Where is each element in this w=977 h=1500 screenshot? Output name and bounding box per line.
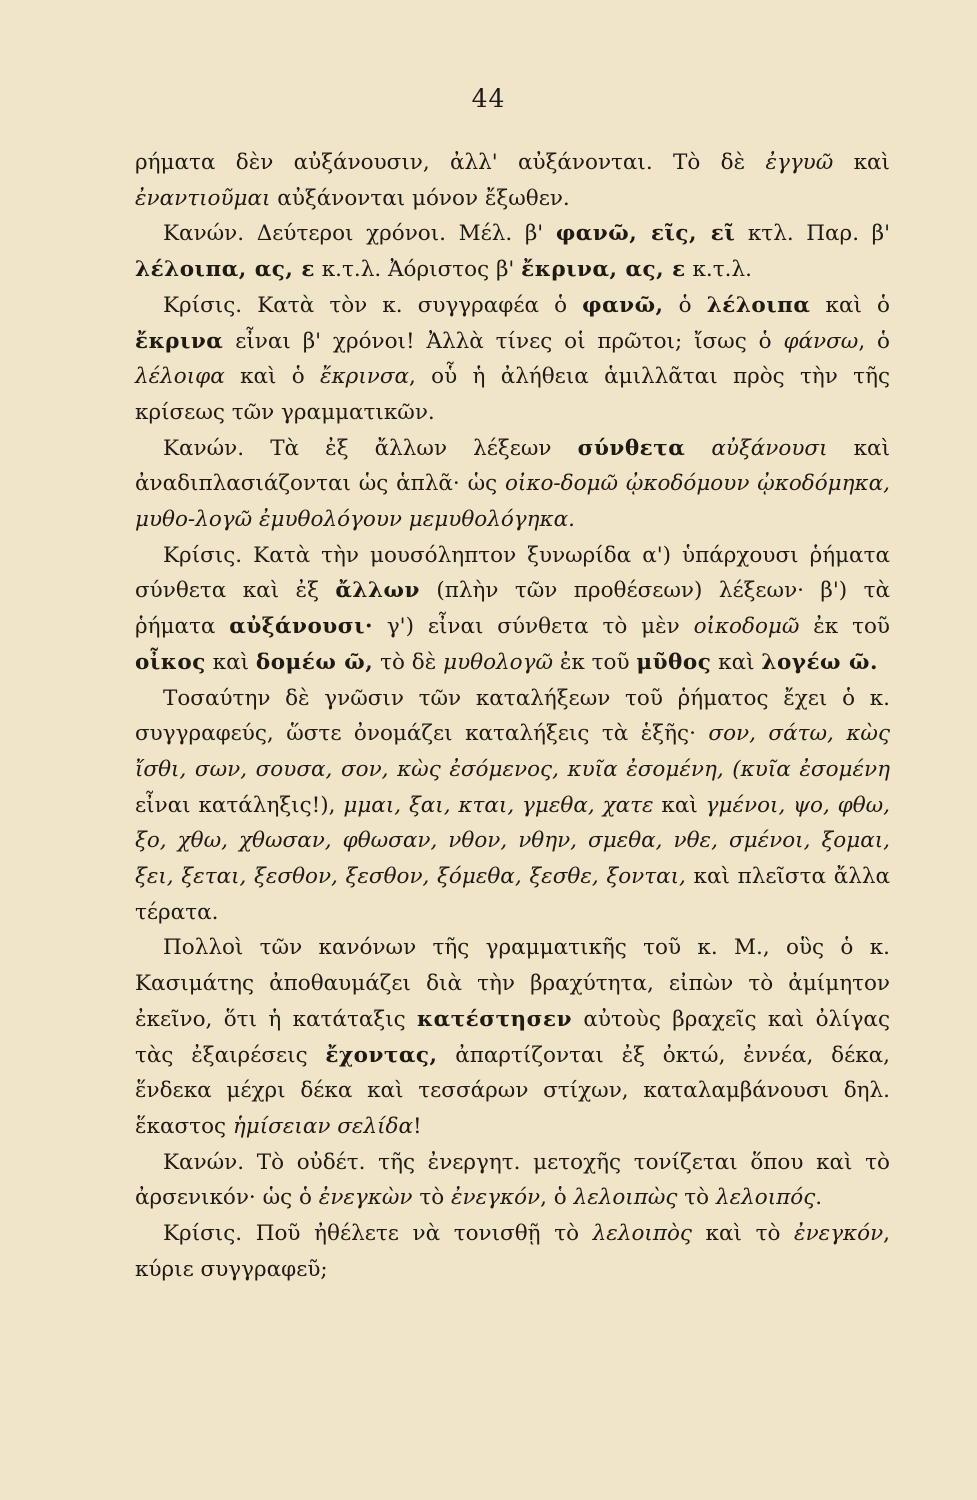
paragraph: [135, 145, 890, 216]
page-number: 44: [471, 84, 506, 113]
bold-text: φανῶ,: [582, 292, 664, 318]
bold-text: σύνθετα: [577, 435, 686, 461]
bold-text: κατέστησεν: [417, 1006, 573, 1032]
paragraph: [135, 681, 890, 931]
paragraph: [135, 1216, 890, 1287]
bold-text: αὐξάνουσι·: [229, 614, 373, 640]
text-run: καὶ ὁ: [810, 292, 890, 318]
paragraph: [135, 216, 890, 287]
text-run: καὶ: [833, 150, 890, 175]
bold-text: ἄλλων: [335, 578, 420, 604]
bold-text: λογέω ῶ.: [761, 649, 878, 675]
bold-text: λέλοιπα, ας, ε: [135, 257, 315, 283]
text-run: καὶ: [205, 649, 256, 675]
text-run: τὸ: [677, 1185, 716, 1211]
text-run: καὶ τὸ: [691, 1221, 795, 1247]
italic-text: λελοιπός: [715, 1185, 816, 1211]
italic-text: λελοιπὸς: [592, 1221, 692, 1247]
italic-text: ἔκρινσα: [320, 364, 410, 390]
italic-text: ἐνεγκὼν: [318, 1185, 413, 1211]
bold-text: δομέω ῶ,: [255, 649, 374, 675]
italic-text: ἐναντιοῦμαι: [135, 185, 271, 211]
bold-text: λέλοιπα: [706, 292, 811, 318]
paragraph: [135, 431, 890, 538]
text-run: (πλὴν τῶν προθέσεων) λέξεων· β') τὰ ῥήματα: [135, 578, 890, 640]
paragraph: [135, 288, 890, 431]
italic-text: οἰκοδομῶ: [693, 614, 800, 640]
text-run: [685, 436, 711, 461]
text-run: καὶ πλεῖστα ἄλλα τέρατα.: [135, 864, 890, 925]
text-run: αὐτοὺς βραχεῖς καὶ ὀλίγας τὰς ἐξαιρέσεις: [135, 1006, 890, 1068]
italic-text: ἡμίσειαν σελίδα: [232, 1113, 413, 1139]
text-run: ἐκ τοῦ: [552, 649, 637, 675]
text-run: καὶ ὁ: [224, 364, 321, 390]
text-run: κ.τ.λ.: [685, 257, 752, 283]
text-run: Κανών. Δεύτεροι χρόνοι. Μέλ. β': [163, 221, 556, 247]
paragraph: [135, 930, 890, 1144]
paragraph: [135, 538, 890, 681]
text-run: κτλ. Παρ. β': [735, 221, 890, 247]
text-run: τὸ: [412, 1185, 451, 1211]
paragraph: [135, 1145, 890, 1216]
text-run: κ.τ.λ. Ἀόριστος β': [314, 257, 522, 283]
bold-text: οἶκος: [135, 649, 206, 675]
italic-text: ἐγγυῶ: [765, 150, 834, 175]
text-run: εἶναι β' χρόνοι! Ἀλλὰ τίνες οἱ πρῶτοι; ἴσως ὁ: [223, 328, 784, 354]
text-run: Πολλοὶ τῶν κανόνων τῆς γραμματικῆς τοῦ κ. Μ., οὓς ὁ κ. Κασιμάτης ἀποθαυμάζει διὰ τὴν βραχύτητα, εἰπὼν τὸ ἀμίμητον ἐκεῖνο, ὅτι ἡ κατάταξις: [135, 935, 890, 1032]
italic-text: φάνσω: [783, 328, 859, 354]
italic-text: λελοιπὼς: [573, 1185, 678, 1211]
text-run: καὶ ἀναδιπλασιάζονται ὡς ἁπλᾶ· ὡς: [135, 435, 890, 497]
text-run: ἀπαρτίζονται ἐξ ὀκτώ, ἐννέα, δέκα, ἕνδεκα μέχρι δέκα καὶ τεσσάρων στίχων, καταλαμβάνουσι δηλ. ἕκαστος: [135, 1042, 890, 1139]
bold-text: μῦθος: [636, 649, 712, 675]
text-run: καὶ: [653, 792, 706, 818]
bold-text: ἔκρινα: [135, 328, 224, 354]
text-run: , κύριε συγγραφεῦ;: [135, 1221, 890, 1282]
italic-text: λέλοιφα: [135, 364, 225, 390]
text-run: , οὗ ἡ ἀλήθεια ἁμιλλᾶται πρὸς τὴν τῆς κρίσεως τῶν γραμματικῶν.: [135, 364, 890, 425]
body-text: [135, 145, 890, 1288]
italic-text: οἰκο-δομῶ ᾠκοδόμουν ᾠκοδόμηκα, μυθο-λογῶ ἐμυθολόγουν μεμυθολόγηκα.: [135, 471, 890, 533]
bold-text: φανῶ, εῖς, εῖ: [555, 221, 736, 247]
text-run: Κανών. Τὸ οὐδέτ. τῆς ἐνεργητ. μετοχῆς τονίζεται ὅπου καὶ τὸ ἀρσενικόν· ὡς ὁ: [135, 1149, 890, 1211]
text-run: τὸ δὲ: [373, 649, 444, 675]
text-run: !: [412, 1113, 422, 1139]
text-run: Τοσαύτην δὲ γνῶσιν τῶν καταλήξεων τοῦ ῥήματος ἔχει ὁ κ. συγγραφεύς, ὥστε ὀνομάζει καταλήξεις τὰ ἑξῆς·: [135, 685, 890, 747]
bold-text: ἔχοντας,: [325, 1042, 438, 1068]
text-run: ὁ: [663, 292, 707, 318]
text-run: ρήματα δὲν αὐξάνουσιν, ἀλλ' αὐξάνονται. Τὸ δὲ: [135, 150, 766, 175]
bold-text: ἔκρινα, ας, ε: [521, 257, 686, 283]
text-run: Κρίσις. Κατὰ τὸν κ. συγγραφέα ὁ: [163, 292, 583, 318]
text-run: Κανών. Τὰ ἐξ ἄλλων λέξεων: [163, 435, 578, 461]
text-run: Κρίσις. Ποῦ ἠθέλετε νὰ τονισθῇ τὸ: [163, 1221, 593, 1247]
italic-text: μυθολογῶ: [443, 649, 553, 675]
text-run: γ') εἶναι σύνθετα τὸ μὲν: [372, 614, 694, 640]
text-run: , ὁ: [540, 1185, 574, 1211]
text-run: , ὁ: [858, 328, 890, 354]
text-run: εἶναι κατάληξις!),: [135, 792, 344, 818]
text-run: Κρίσις. Κατὰ τὴν μουσόληπτον ξυνωρίδα α') ὑπάρχουσι ῥήματα σύνθετα καὶ ἐξ: [135, 542, 890, 604]
italic-text: ἐνεγκόν: [451, 1185, 541, 1211]
text-run: ἐκ τοῦ: [799, 614, 890, 640]
italic-text: ἐνεγκόν: [794, 1221, 884, 1247]
text-run: .: [815, 1185, 823, 1211]
text-run: αὐξάνονται μόνον ἔξωθεν.: [270, 185, 570, 211]
italic-text: γμένοι, ψο, φθω, ξο, χθω, χθωσαν, φθωσαν, νθον, νθην, σμεθα, νθε, σμένοι, ξομαι, ξει, ξεται, ξεσθον, ξεσθον, ξόμεθα, ξεσθε, ξονται,: [135, 792, 891, 890]
italic-text: σον, σάτω, κὼς ἴσθι, σων, σουσα, σον, κὼς ἐσόμενος, κυῖα ἐσομένη, (κυῖα ἐσομένη: [135, 721, 890, 782]
text-run: καὶ: [711, 649, 762, 675]
italic-text: αὐξάνουσι: [711, 435, 828, 461]
italic-text: μμαι, ξαι, κται, γμεθα, χατε: [343, 792, 654, 818]
